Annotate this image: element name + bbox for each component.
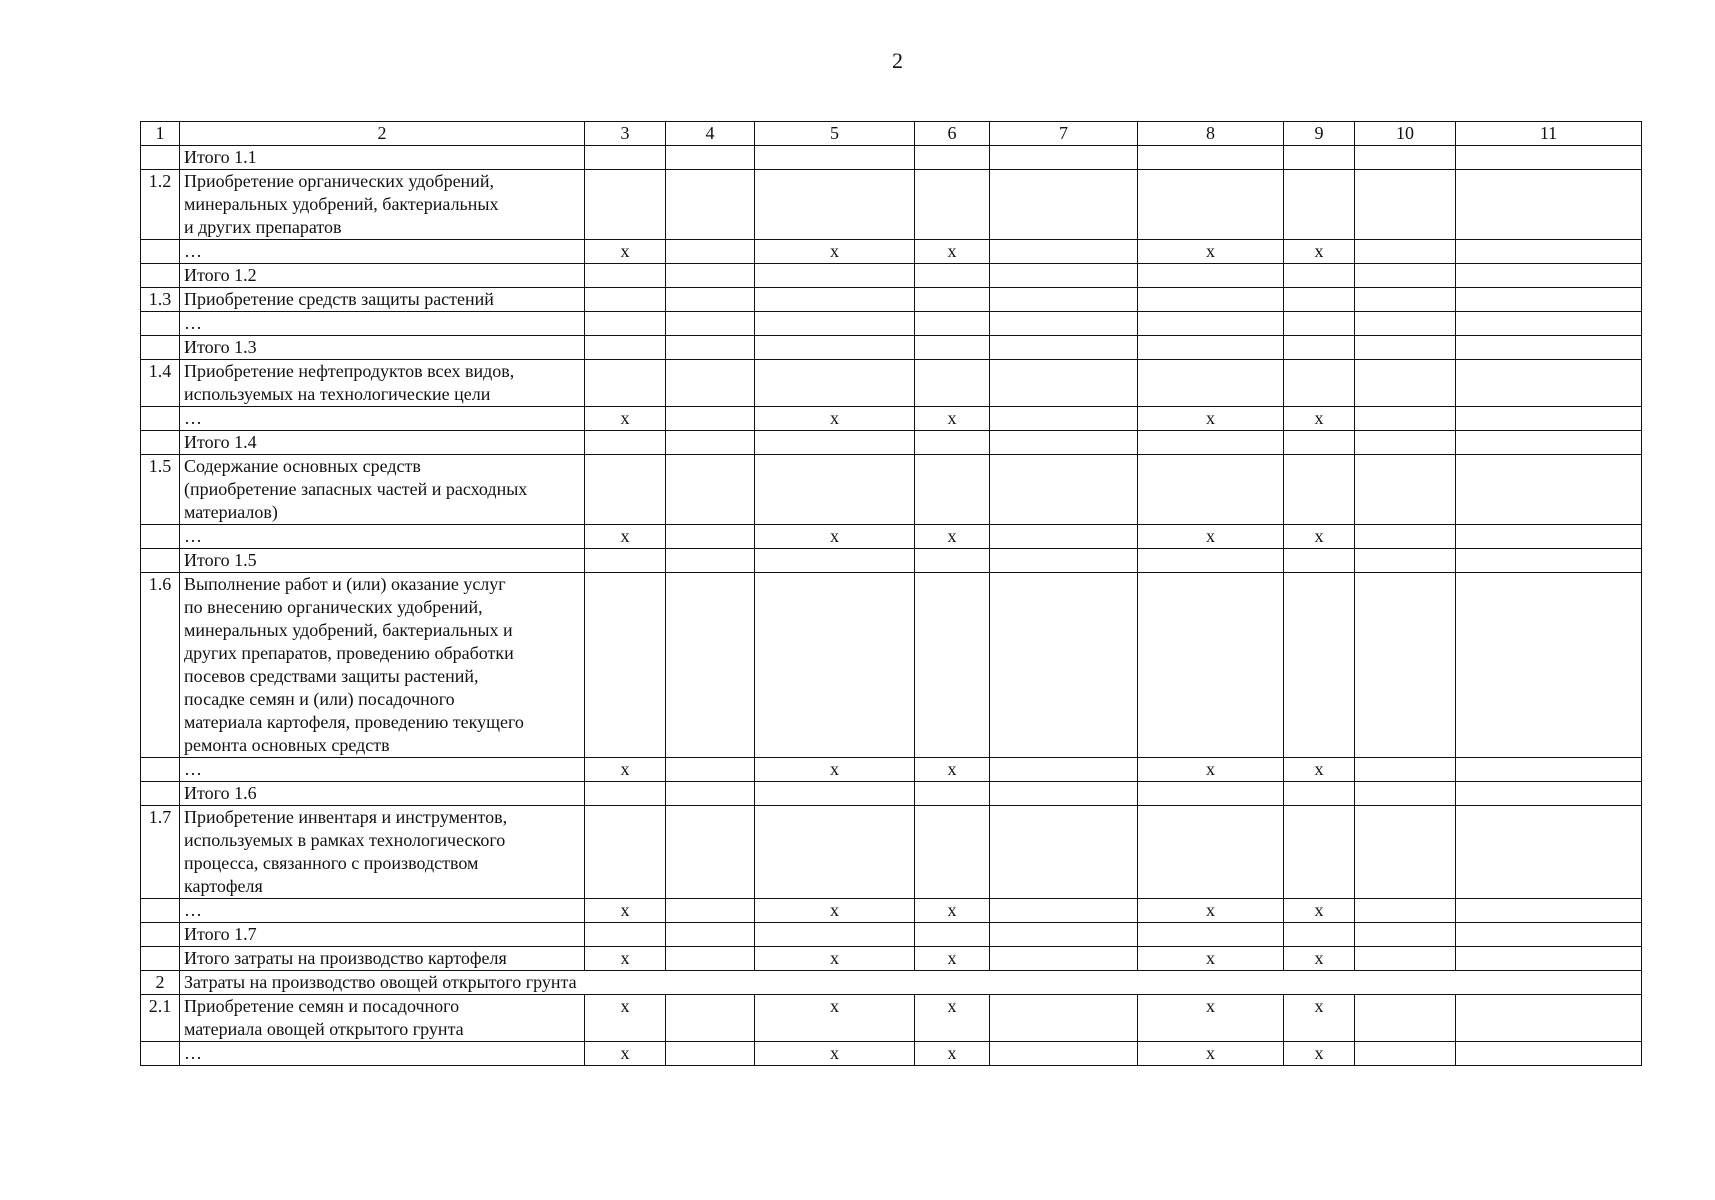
column-header: 11 bbox=[1456, 122, 1642, 146]
table-row bbox=[141, 758, 1642, 782]
table-row bbox=[141, 1042, 1642, 1066]
table-row bbox=[141, 923, 1642, 947]
empty-cell bbox=[1284, 146, 1355, 170]
row-description: Итого 1.7 bbox=[180, 923, 585, 947]
column-header: 9 bbox=[1284, 122, 1355, 146]
empty-cell bbox=[1355, 288, 1456, 312]
empty-cell bbox=[1355, 407, 1456, 431]
empty-cell bbox=[1355, 995, 1456, 1042]
row-number bbox=[141, 312, 180, 336]
row-number bbox=[141, 549, 180, 573]
row-description: Итого 1.3 bbox=[180, 336, 585, 360]
empty-cell bbox=[1284, 170, 1355, 240]
empty-cell bbox=[585, 455, 666, 525]
empty-cell bbox=[915, 288, 990, 312]
x-mark: x bbox=[1138, 240, 1284, 264]
x-mark: x bbox=[755, 947, 915, 971]
empty-cell bbox=[1456, 923, 1642, 947]
empty-cell bbox=[666, 525, 755, 549]
empty-cell bbox=[585, 336, 666, 360]
empty-cell bbox=[990, 899, 1138, 923]
empty-cell bbox=[1138, 312, 1284, 336]
empty-cell bbox=[666, 995, 755, 1042]
empty-cell bbox=[1355, 947, 1456, 971]
row-number bbox=[141, 947, 180, 971]
empty-cell bbox=[1456, 782, 1642, 806]
empty-cell bbox=[666, 336, 755, 360]
empty-cell bbox=[990, 146, 1138, 170]
row-number bbox=[141, 758, 180, 782]
x-mark: x bbox=[585, 525, 666, 549]
table-row bbox=[141, 407, 1642, 431]
row-description: Приобретение средств защиты растений bbox=[180, 288, 585, 312]
empty-cell bbox=[1456, 1042, 1642, 1066]
row-number bbox=[141, 923, 180, 947]
x-mark: x bbox=[1284, 899, 1355, 923]
empty-cell bbox=[666, 923, 755, 947]
row-description: Итого 1.1 bbox=[180, 146, 585, 170]
empty-cell bbox=[1355, 573, 1456, 758]
empty-cell bbox=[1355, 1042, 1456, 1066]
row-number bbox=[141, 782, 180, 806]
empty-cell bbox=[1456, 758, 1642, 782]
empty-cell bbox=[585, 782, 666, 806]
empty-cell bbox=[990, 995, 1138, 1042]
row-number bbox=[141, 240, 180, 264]
empty-cell bbox=[1284, 782, 1355, 806]
empty-cell bbox=[1284, 923, 1355, 947]
empty-cell bbox=[666, 312, 755, 336]
empty-cell bbox=[990, 336, 1138, 360]
row-description: … bbox=[180, 899, 585, 923]
empty-cell bbox=[1284, 360, 1355, 407]
empty-cell bbox=[990, 288, 1138, 312]
empty-cell bbox=[1355, 782, 1456, 806]
x-mark: x bbox=[1284, 947, 1355, 971]
empty-cell bbox=[1355, 806, 1456, 899]
row-description: … bbox=[180, 1042, 585, 1066]
empty-cell bbox=[666, 455, 755, 525]
empty-cell bbox=[585, 806, 666, 899]
table-row bbox=[141, 549, 1642, 573]
row-description: Приобретение инвентаря и инструментов, используемых в рамках технологического процесса, связанного с производством картофеля bbox=[180, 806, 585, 899]
empty-cell bbox=[990, 264, 1138, 288]
empty-cell bbox=[990, 431, 1138, 455]
empty-cell bbox=[666, 240, 755, 264]
empty-cell bbox=[1284, 549, 1355, 573]
empty-cell bbox=[1456, 240, 1642, 264]
empty-cell bbox=[755, 455, 915, 525]
empty-cell bbox=[666, 573, 755, 758]
empty-cell bbox=[990, 170, 1138, 240]
empty-cell bbox=[755, 312, 915, 336]
row-number: 1.3 bbox=[141, 288, 180, 312]
empty-cell bbox=[915, 549, 990, 573]
empty-cell bbox=[1138, 923, 1284, 947]
x-mark: x bbox=[1138, 899, 1284, 923]
row-number: 1.6 bbox=[141, 573, 180, 758]
empty-cell bbox=[990, 312, 1138, 336]
empty-cell bbox=[755, 923, 915, 947]
row-number bbox=[141, 264, 180, 288]
empty-cell bbox=[1284, 312, 1355, 336]
x-mark: x bbox=[1284, 995, 1355, 1042]
empty-cell bbox=[915, 264, 990, 288]
empty-cell bbox=[1456, 573, 1642, 758]
row-description: Итого 1.2 bbox=[180, 264, 585, 288]
column-header: 1 bbox=[141, 122, 180, 146]
x-mark: x bbox=[1284, 1042, 1355, 1066]
empty-cell bbox=[585, 923, 666, 947]
empty-cell bbox=[1456, 455, 1642, 525]
x-mark: x bbox=[1138, 1042, 1284, 1066]
table-row bbox=[141, 995, 1642, 1042]
empty-cell bbox=[1355, 549, 1456, 573]
x-mark: x bbox=[1284, 525, 1355, 549]
empty-cell bbox=[666, 1042, 755, 1066]
empty-cell bbox=[1284, 288, 1355, 312]
x-mark: x bbox=[915, 758, 990, 782]
row-number bbox=[141, 525, 180, 549]
row-description: Итого 1.4 bbox=[180, 431, 585, 455]
table-row bbox=[141, 431, 1642, 455]
x-mark: x bbox=[1138, 947, 1284, 971]
empty-cell bbox=[915, 146, 990, 170]
empty-cell bbox=[666, 170, 755, 240]
table-row bbox=[141, 525, 1642, 549]
column-header: 5 bbox=[755, 122, 915, 146]
table-row bbox=[141, 264, 1642, 288]
x-mark: x bbox=[755, 525, 915, 549]
empty-cell bbox=[915, 431, 990, 455]
empty-cell bbox=[915, 782, 990, 806]
empty-cell bbox=[1355, 899, 1456, 923]
column-header: 4 bbox=[666, 122, 755, 146]
empty-cell bbox=[1456, 312, 1642, 336]
empty-cell bbox=[915, 336, 990, 360]
x-mark: x bbox=[585, 947, 666, 971]
row-description: Выполнение работ и (или) оказание услуг по внесению органических удобрений, минеральных удобрений, бактериальных и других препаратов, проведению обработки посевов средствами защиты растений, посадке семян и (или) посадочного материала картофеля, проведению текущего ремонта основных средств bbox=[180, 573, 585, 758]
row-number: 1.5 bbox=[141, 455, 180, 525]
empty-cell bbox=[755, 573, 915, 758]
empty-cell bbox=[990, 923, 1138, 947]
row-number: 1.7 bbox=[141, 806, 180, 899]
empty-cell bbox=[585, 549, 666, 573]
empty-cell bbox=[755, 288, 915, 312]
row-description: … bbox=[180, 240, 585, 264]
empty-cell bbox=[1355, 455, 1456, 525]
x-mark: x bbox=[915, 240, 990, 264]
empty-cell bbox=[915, 923, 990, 947]
empty-cell bbox=[1355, 240, 1456, 264]
empty-cell bbox=[666, 288, 755, 312]
empty-cell bbox=[1355, 312, 1456, 336]
empty-cell bbox=[990, 806, 1138, 899]
x-mark: x bbox=[755, 1042, 915, 1066]
empty-cell bbox=[585, 360, 666, 407]
empty-cell bbox=[585, 431, 666, 455]
table-row bbox=[141, 360, 1642, 407]
row-description: Приобретение семян и посадочного материала овощей открытого грунта bbox=[180, 995, 585, 1042]
empty-cell bbox=[666, 549, 755, 573]
empty-cell bbox=[755, 264, 915, 288]
empty-cell bbox=[755, 146, 915, 170]
x-mark: x bbox=[915, 947, 990, 971]
table-row bbox=[141, 573, 1642, 758]
table-row bbox=[141, 971, 1642, 995]
empty-cell bbox=[755, 806, 915, 899]
empty-cell bbox=[1456, 995, 1642, 1042]
cost-table bbox=[140, 121, 1642, 1066]
empty-cell bbox=[1284, 455, 1355, 525]
table-row bbox=[141, 336, 1642, 360]
empty-cell bbox=[1284, 336, 1355, 360]
empty-cell bbox=[666, 360, 755, 407]
empty-cell bbox=[990, 1042, 1138, 1066]
empty-cell bbox=[1138, 431, 1284, 455]
x-mark: x bbox=[755, 758, 915, 782]
empty-cell bbox=[666, 782, 755, 806]
x-mark: x bbox=[915, 899, 990, 923]
x-mark: x bbox=[755, 240, 915, 264]
empty-cell bbox=[1138, 288, 1284, 312]
table-row bbox=[141, 947, 1642, 971]
empty-cell bbox=[1138, 264, 1284, 288]
empty-cell bbox=[1138, 146, 1284, 170]
empty-cell bbox=[990, 573, 1138, 758]
empty-cell bbox=[1456, 407, 1642, 431]
empty-cell bbox=[1138, 170, 1284, 240]
empty-cell bbox=[1284, 573, 1355, 758]
empty-cell bbox=[915, 170, 990, 240]
empty-cell bbox=[915, 455, 990, 525]
row-number: 2 bbox=[141, 971, 180, 995]
empty-cell bbox=[666, 947, 755, 971]
empty-cell bbox=[1456, 806, 1642, 899]
empty-cell bbox=[1138, 549, 1284, 573]
empty-cell bbox=[1355, 264, 1456, 288]
empty-cell bbox=[990, 407, 1138, 431]
x-mark: x bbox=[585, 240, 666, 264]
empty-cell bbox=[990, 525, 1138, 549]
row-description: … bbox=[180, 407, 585, 431]
empty-cell bbox=[1456, 336, 1642, 360]
table-row bbox=[141, 806, 1642, 899]
empty-cell bbox=[915, 360, 990, 407]
empty-cell bbox=[1138, 336, 1284, 360]
empty-cell bbox=[1456, 899, 1642, 923]
column-header: 7 bbox=[990, 122, 1138, 146]
empty-cell bbox=[585, 573, 666, 758]
empty-cell bbox=[1284, 431, 1355, 455]
row-number bbox=[141, 899, 180, 923]
x-mark: x bbox=[755, 899, 915, 923]
table-row bbox=[141, 312, 1642, 336]
table-row bbox=[141, 899, 1642, 923]
empty-cell bbox=[585, 312, 666, 336]
empty-cell bbox=[1138, 573, 1284, 758]
table-row bbox=[141, 288, 1642, 312]
empty-cell bbox=[1456, 170, 1642, 240]
empty-cell bbox=[1355, 525, 1456, 549]
empty-cell bbox=[915, 312, 990, 336]
row-number bbox=[141, 407, 180, 431]
row-description: Приобретение органических удобрений, минеральных удобрений, бактериальных и других препаратов bbox=[180, 170, 585, 240]
x-mark: x bbox=[915, 407, 990, 431]
x-mark: x bbox=[585, 899, 666, 923]
empty-cell bbox=[1456, 431, 1642, 455]
empty-cell bbox=[915, 573, 990, 758]
row-number: 1.2 bbox=[141, 170, 180, 240]
empty-cell bbox=[585, 264, 666, 288]
page-number: 2 bbox=[892, 48, 903, 73]
empty-cell bbox=[1138, 360, 1284, 407]
empty-cell bbox=[990, 758, 1138, 782]
empty-cell bbox=[666, 806, 755, 899]
empty-cell bbox=[990, 782, 1138, 806]
table-row bbox=[141, 170, 1642, 240]
column-header: 8 bbox=[1138, 122, 1284, 146]
empty-cell bbox=[1456, 360, 1642, 407]
empty-cell bbox=[990, 549, 1138, 573]
empty-cell bbox=[755, 782, 915, 806]
empty-cell bbox=[585, 170, 666, 240]
empty-cell bbox=[1355, 758, 1456, 782]
x-mark: x bbox=[1138, 995, 1284, 1042]
row-number bbox=[141, 146, 180, 170]
table-row bbox=[141, 146, 1642, 170]
empty-cell bbox=[1456, 288, 1642, 312]
empty-cell bbox=[755, 360, 915, 407]
empty-cell bbox=[666, 899, 755, 923]
x-mark: x bbox=[915, 995, 990, 1042]
empty-cell bbox=[1138, 455, 1284, 525]
empty-cell bbox=[1456, 146, 1642, 170]
empty-cell bbox=[755, 336, 915, 360]
x-mark: x bbox=[915, 1042, 990, 1066]
row-description: Содержание основных средств (приобретение запасных частей и расходных материалов) bbox=[180, 455, 585, 525]
row-number bbox=[141, 336, 180, 360]
row-description: … bbox=[180, 758, 585, 782]
x-mark: x bbox=[1138, 407, 1284, 431]
empty-cell bbox=[1138, 782, 1284, 806]
row-description: Приобретение нефтепродуктов всех видов, используемых на технологические цели bbox=[180, 360, 585, 407]
empty-cell bbox=[1355, 923, 1456, 947]
empty-cell bbox=[755, 431, 915, 455]
empty-cell bbox=[666, 407, 755, 431]
row-description: Итого затраты на производство картофеля bbox=[180, 947, 585, 971]
empty-cell bbox=[1355, 360, 1456, 407]
x-mark: x bbox=[585, 758, 666, 782]
empty-cell bbox=[666, 146, 755, 170]
empty-cell bbox=[1355, 431, 1456, 455]
header-row bbox=[141, 122, 1642, 146]
table-row bbox=[141, 782, 1642, 806]
column-header: 6 bbox=[915, 122, 990, 146]
empty-cell bbox=[1456, 947, 1642, 971]
empty-cell bbox=[990, 947, 1138, 971]
column-header: 10 bbox=[1355, 122, 1456, 146]
empty-cell bbox=[666, 758, 755, 782]
row-description: … bbox=[180, 525, 585, 549]
row-description: Затраты на производство овощей открытого грунта bbox=[180, 971, 1642, 995]
empty-cell bbox=[755, 549, 915, 573]
empty-cell bbox=[1355, 336, 1456, 360]
empty-cell bbox=[1355, 170, 1456, 240]
empty-cell bbox=[990, 240, 1138, 264]
x-mark: x bbox=[585, 407, 666, 431]
x-mark: x bbox=[755, 995, 915, 1042]
x-mark: x bbox=[1138, 758, 1284, 782]
empty-cell bbox=[1456, 264, 1642, 288]
empty-cell bbox=[915, 806, 990, 899]
x-mark: x bbox=[755, 407, 915, 431]
x-mark: x bbox=[1138, 525, 1284, 549]
column-header: 3 bbox=[585, 122, 666, 146]
column-header: 2 bbox=[180, 122, 585, 146]
empty-cell bbox=[1284, 264, 1355, 288]
empty-cell bbox=[1138, 806, 1284, 899]
row-number bbox=[141, 431, 180, 455]
empty-cell bbox=[585, 288, 666, 312]
empty-cell bbox=[1355, 146, 1456, 170]
x-mark: x bbox=[1284, 240, 1355, 264]
x-mark: x bbox=[1284, 758, 1355, 782]
table-row bbox=[141, 455, 1642, 525]
empty-cell bbox=[585, 146, 666, 170]
empty-cell bbox=[666, 264, 755, 288]
x-mark: x bbox=[585, 1042, 666, 1066]
empty-cell bbox=[1456, 525, 1642, 549]
empty-cell bbox=[990, 360, 1138, 407]
empty-cell bbox=[755, 170, 915, 240]
x-mark: x bbox=[1284, 407, 1355, 431]
empty-cell bbox=[1456, 549, 1642, 573]
row-number: 2.1 bbox=[141, 995, 180, 1042]
empty-cell bbox=[990, 455, 1138, 525]
x-mark: x bbox=[585, 995, 666, 1042]
table-row bbox=[141, 240, 1642, 264]
empty-cell bbox=[666, 431, 755, 455]
row-number: 1.4 bbox=[141, 360, 180, 407]
x-mark: x bbox=[915, 525, 990, 549]
row-description: Итого 1.6 bbox=[180, 782, 585, 806]
empty-cell bbox=[1284, 806, 1355, 899]
row-number bbox=[141, 1042, 180, 1066]
row-description: Итого 1.5 bbox=[180, 549, 585, 573]
row-description: … bbox=[180, 312, 585, 336]
